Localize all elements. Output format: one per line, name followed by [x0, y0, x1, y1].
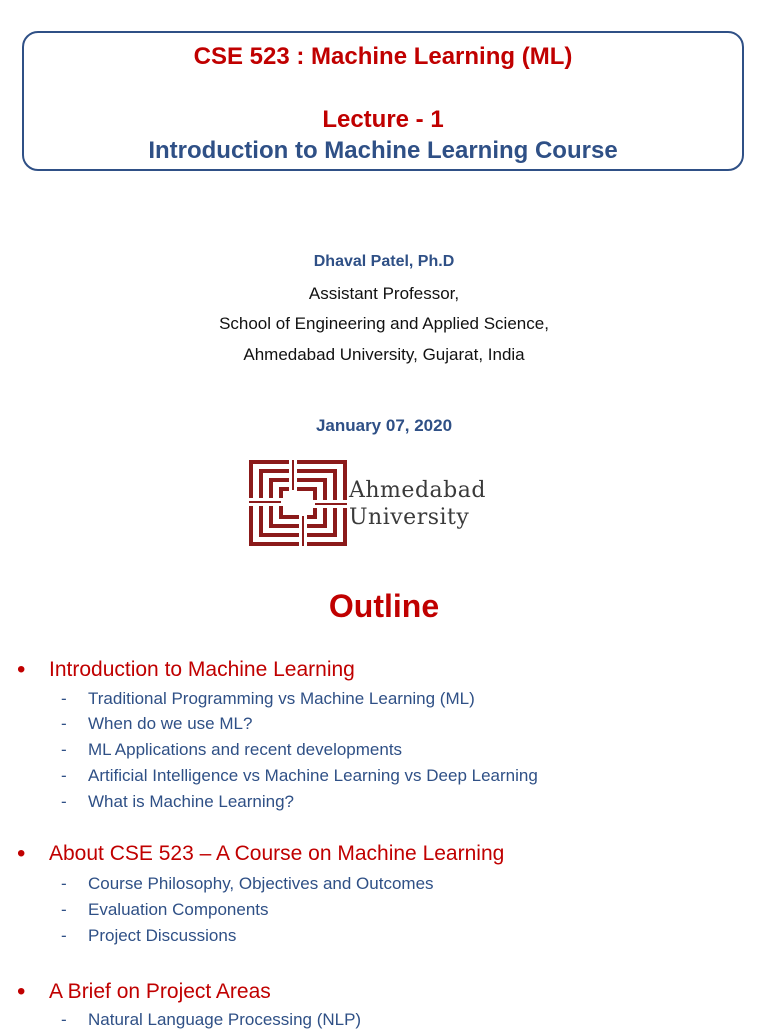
logo-text-line2: University: [349, 505, 470, 530]
section-title: Introduction to Machine Learning: [49, 658, 355, 681]
lecture-number: Lecture - 1: [322, 106, 444, 133]
section-title: About CSE 523 – A Course on Machine Learning: [49, 842, 505, 865]
university-logo-icon: [249, 460, 347, 546]
bullet-icon: •: [17, 978, 26, 1005]
dash-icon: -: [61, 792, 67, 811]
presenter-name: Dhaval Patel, Ph.D: [313, 253, 455, 270]
course-title: CSE 523 : Machine Learning (ML): [193, 43, 573, 70]
presenter-role: Assistant Professor,: [308, 284, 460, 303]
bullet-icon: •: [17, 656, 26, 683]
lecture-title: Introduction to Machine Learning Course: [148, 137, 618, 164]
list-item-label: Course Philosophy, Objectives and Outcomes: [88, 874, 434, 893]
dash-icon: -: [61, 1010, 67, 1029]
list-item-label: When do we use ML?: [88, 714, 253, 733]
presenter-school: School of Engineering and Applied Science,: [219, 314, 549, 333]
title-box: [22, 31, 744, 171]
dash-icon: -: [61, 900, 67, 919]
list-item-label: What is Machine Learning?: [88, 792, 295, 811]
list-item-label: Artificial Intelligence vs Machine Learning vs Deep Learning: [88, 766, 538, 785]
dash-icon: -: [61, 926, 67, 945]
section-title: A Brief on Project Areas: [49, 980, 271, 1003]
dash-icon: -: [61, 714, 67, 733]
list-item-label: Project Discussions: [88, 926, 237, 945]
list-item-label: Evaluation Components: [88, 900, 269, 919]
list-item-label: ML Applications and recent developments: [88, 740, 403, 759]
dash-icon: -: [61, 874, 67, 893]
list-item-label: Natural Language Processing (NLP): [88, 1010, 362, 1029]
dash-icon: -: [61, 689, 67, 708]
bullet-icon: •: [17, 840, 26, 867]
lecture-date: January 07, 2020: [315, 416, 453, 435]
list-item-label: Traditional Programming vs Machine Learning (ML): [88, 689, 475, 708]
dash-icon: -: [61, 766, 67, 785]
logo-text-line1: Ahmedabad: [349, 478, 486, 503]
dash-icon: -: [61, 740, 67, 759]
presenter-university: Ahmedabad University, Gujarat, India: [243, 345, 525, 364]
outline-heading: Outline: [328, 588, 440, 624]
